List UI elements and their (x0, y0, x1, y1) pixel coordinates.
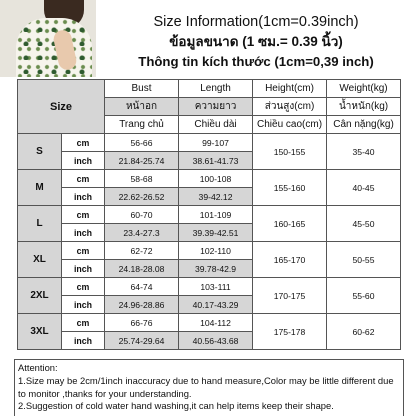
size-label: XL (18, 242, 62, 278)
height-header-vi: Chiều cao(cm) (253, 116, 327, 134)
weight-value: 45-50 (327, 206, 401, 242)
unit-cm-label: cm (62, 206, 105, 224)
table-header-row-en (18, 80, 401, 98)
length-inch-value: 39-42.12 (179, 188, 253, 206)
attention-notes (14, 359, 404, 416)
floral-dress-shape (16, 18, 92, 77)
unit-inch-label: inch (62, 188, 105, 206)
table-row (18, 206, 401, 224)
unit-cm-label: cm (62, 314, 105, 332)
length-header-th: ความยาว (179, 98, 253, 116)
attention-line: 2.Suggestion of cold water hand washing,it can help items keep their shape. (18, 400, 334, 412)
bust-header-en: Bust (105, 80, 179, 98)
bust-inch-value: 24.96-28.86 (105, 296, 179, 314)
bust-cm-value: 56-66 (105, 134, 179, 152)
length-inch-value: 39.78-42.9 (179, 260, 253, 278)
size-label: L (18, 206, 62, 242)
size-column-header: Size (18, 80, 105, 134)
unit-cm-label: cm (62, 242, 105, 260)
bust-cm-value: 60-70 (105, 206, 179, 224)
heading-vietnamese: Thông tin kích thước (1cm=0,39 inch) (138, 54, 374, 69)
table-row (18, 242, 401, 260)
length-cm-value: 99-107 (179, 134, 253, 152)
height-value: 170-175 (253, 278, 327, 314)
weight-value: 55-60 (327, 278, 401, 314)
attention-line: to monitor ,thanks for your understanding. (18, 387, 192, 399)
table-row (18, 278, 401, 296)
header (0, 0, 416, 77)
heading-thai: ข้อมูลขนาด (1 ซม.= 0.39 นิ้ว) (169, 34, 343, 49)
height-header-en: Height(cm) (253, 80, 327, 98)
bust-cm-value: 58-68 (105, 170, 179, 188)
unit-cm-label: cm (62, 170, 105, 188)
unit-inch-label: inch (62, 224, 105, 242)
table-row (18, 314, 401, 332)
table-row (18, 170, 401, 188)
bust-inch-value: 25.74-29.64 (105, 332, 179, 350)
weight-value: 60-62 (327, 314, 401, 350)
bust-header-th: หน้าอก (105, 98, 179, 116)
bust-cm-value: 62-72 (105, 242, 179, 260)
length-inch-value: 39.39-42.51 (179, 224, 253, 242)
size-label: M (18, 170, 62, 206)
attention-title: Attention: (18, 362, 58, 373)
length-inch-value: 40.56-43.68 (179, 332, 253, 350)
height-header-th: ส่วนสูง(cm) (253, 98, 327, 116)
product-photo (0, 0, 96, 77)
height-value: 160-165 (253, 206, 327, 242)
length-inch-value: 38.61-41.73 (179, 152, 253, 170)
size-label: 2XL (18, 278, 62, 314)
unit-cm-label: cm (62, 278, 105, 296)
unit-inch-label: inch (62, 296, 105, 314)
weight-header-vi: Cân nặng(kg) (327, 116, 401, 134)
length-cm-value: 102-110 (179, 242, 253, 260)
unit-cm-label: cm (62, 134, 105, 152)
size-information-heading (96, 12, 416, 72)
length-cm-value: 103-111 (179, 278, 253, 296)
weight-value: 35-40 (327, 134, 401, 170)
weight-header-th: น้ำหนัก(kg) (327, 98, 401, 116)
weight-header-en: Weight(kg) (327, 80, 401, 98)
size-label: S (18, 134, 62, 170)
table-row (18, 134, 401, 152)
length-cm-value: 104-112 (179, 314, 253, 332)
heading-english: Size Information(1cm=0.39inch) (153, 14, 359, 30)
bust-cm-value: 66-76 (105, 314, 179, 332)
bust-inch-value: 22.62-26.52 (105, 188, 179, 206)
length-header-vi: Chiều dài (179, 116, 253, 134)
height-value: 175-178 (253, 314, 327, 350)
size-chart-table (17, 79, 401, 350)
bust-inch-value: 23.4-27.3 (105, 224, 179, 242)
bust-header-vi: Trang chủ (105, 116, 179, 134)
length-inch-value: 40.17-43.29 (179, 296, 253, 314)
unit-inch-label: inch (62, 152, 105, 170)
unit-inch-label: inch (62, 332, 105, 350)
bust-inch-value: 21.84-25.74 (105, 152, 179, 170)
size-label: 3XL (18, 314, 62, 350)
length-cm-value: 101-109 (179, 206, 253, 224)
unit-inch-label: inch (62, 260, 105, 278)
height-value: 165-170 (253, 242, 327, 278)
attention-line: 1.Size may be 2cm/1inch inaccuracy due to hand measure,Color may be little different due (18, 374, 394, 386)
height-value: 150-155 (253, 134, 327, 170)
bust-cm-value: 64-74 (105, 278, 179, 296)
weight-value: 50-55 (327, 242, 401, 278)
bust-inch-value: 24.18-28.08 (105, 260, 179, 278)
height-value: 155-160 (253, 170, 327, 206)
length-header-en: Length (179, 80, 253, 98)
length-cm-value: 100-108 (179, 170, 253, 188)
weight-value: 40-45 (327, 170, 401, 206)
